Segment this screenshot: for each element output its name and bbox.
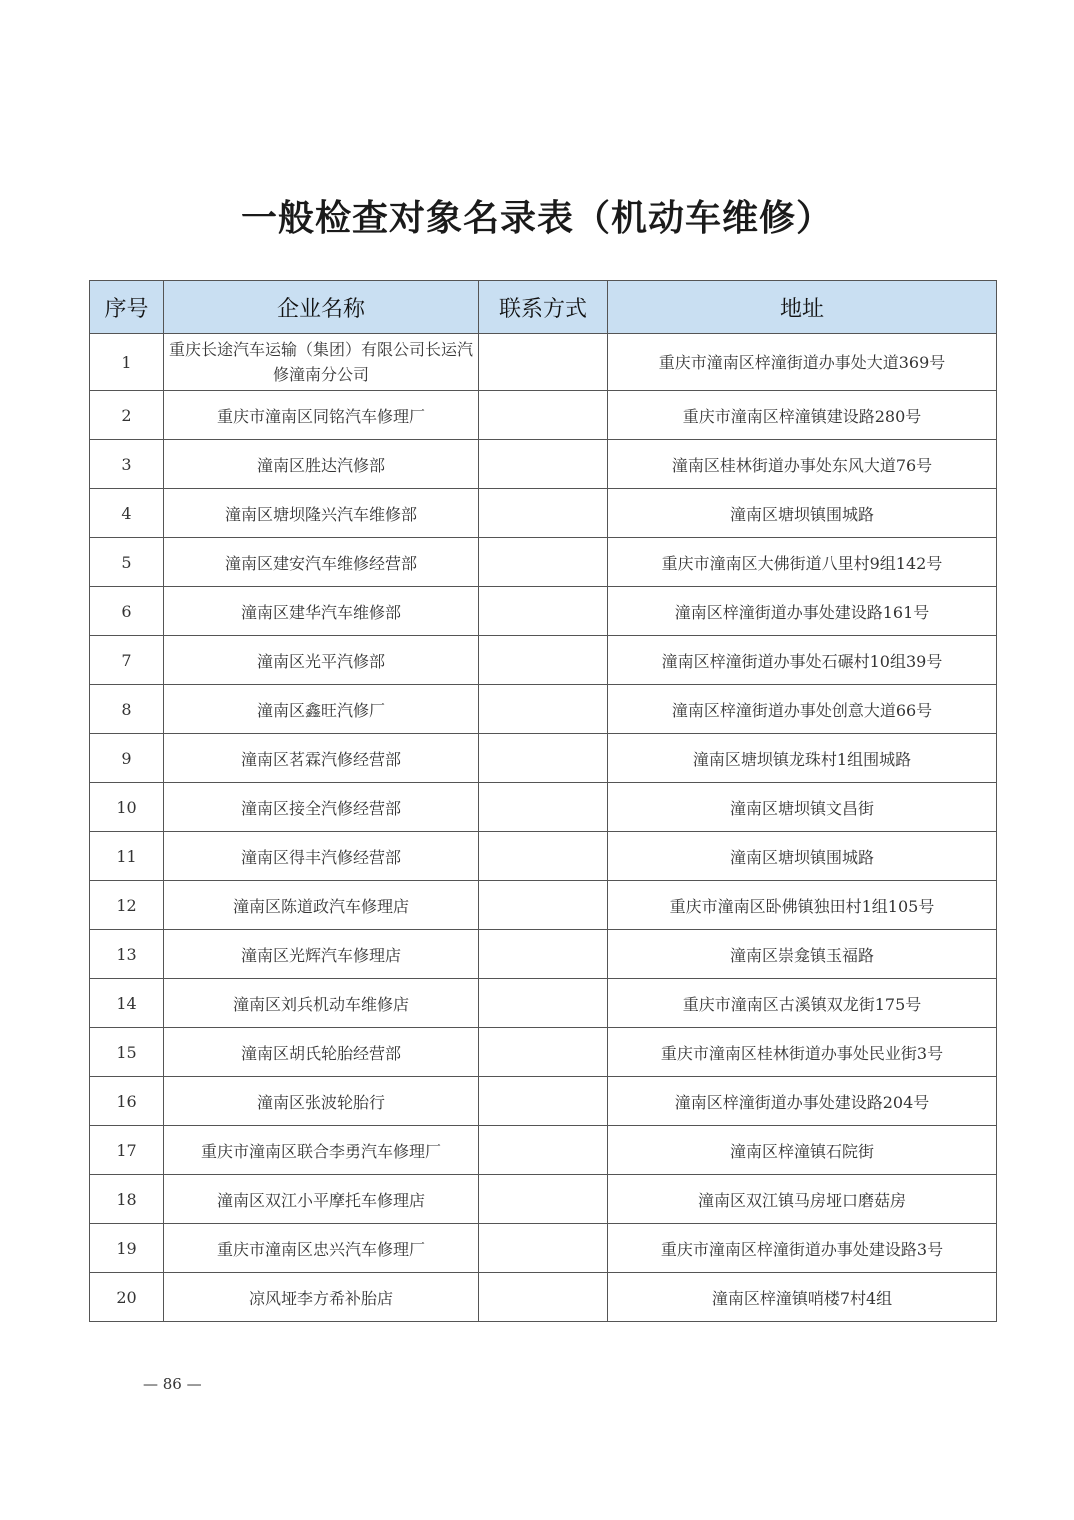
address-cell: 重庆市潼南区梓潼街道办事处大道369号 [608,334,997,391]
table-row [90,783,997,832]
serial-cell: 1 [90,334,164,391]
contact-cell [479,1273,608,1322]
contact-cell [479,832,608,881]
serial-cell: 10 [90,783,164,832]
contact-cell [479,783,608,832]
serial-cell: 3 [90,440,164,489]
company-name-cell: 潼南区建华汽车维修部 [164,587,479,636]
serial-cell: 12 [90,881,164,930]
contact-cell [479,1224,608,1273]
address-cell: 重庆市潼南区卧佛镇独田村1组105号 [608,881,997,930]
address-cell: 潼南区塘坝镇围城路 [608,489,997,538]
company-name-cell: 潼南区茗霖汽修经营部 [164,734,479,783]
serial-cell: 15 [90,1028,164,1077]
page-number: — 86 — [143,1375,202,1393]
company-name-cell: 潼南区光平汽修部 [164,636,479,685]
serial-cell: 19 [90,1224,164,1273]
contact-cell [479,1028,608,1077]
table-row [90,489,997,538]
table-body [90,334,997,1322]
company-name-cell: 潼南区张波轮胎行 [164,1077,479,1126]
table-row [90,832,997,881]
table-row [90,538,997,587]
address-cell: 潼南区梓潼街道办事处创意大道66号 [608,685,997,734]
column-header-address: 地址 [608,281,997,334]
table-row [90,1077,997,1126]
address-cell: 潼南区双江镇马房垭口磨菇房 [608,1175,997,1224]
address-cell: 潼南区梓潼镇石院街 [608,1126,997,1175]
table-row [90,1028,997,1077]
serial-cell: 14 [90,979,164,1028]
table-header-row [90,281,997,334]
company-name-cell: 重庆市潼南区同铭汽车修理厂 [164,391,479,440]
address-cell: 潼南区梓潼街道办事处石碾村10组39号 [608,636,997,685]
company-name-cell: 重庆市潼南区忠兴汽车修理厂 [164,1224,479,1273]
table-row [90,1126,997,1175]
contact-cell [479,391,608,440]
inspection-roster-table [89,280,997,1322]
table-row [90,734,997,783]
contact-cell [479,930,608,979]
company-name-cell: 潼南区得丰汽修经营部 [164,832,479,881]
contact-cell [479,334,608,391]
serial-cell: 13 [90,930,164,979]
contact-cell [479,440,608,489]
contact-cell [479,636,608,685]
company-name-cell: 潼南区双江小平摩托车修理店 [164,1175,479,1224]
table-row [90,979,997,1028]
address-cell: 重庆市潼南区大佛街道八里村9组142号 [608,538,997,587]
contact-cell [479,979,608,1028]
company-name-cell: 潼南区接全汽修经营部 [164,783,479,832]
table-row [90,1273,997,1322]
serial-cell: 17 [90,1126,164,1175]
table-row [90,636,997,685]
contact-cell [479,1126,608,1175]
table-row [90,881,997,930]
company-name-cell: 潼南区鑫旺汽修厂 [164,685,479,734]
address-cell: 潼南区梓潼街道办事处建设路204号 [608,1077,997,1126]
serial-cell: 16 [90,1077,164,1126]
page-title: 一般检查对象名录表（机动车维修） [240,198,833,239]
column-header-company-name: 企业名称 [164,281,479,334]
serial-cell: 7 [90,636,164,685]
address-cell: 潼南区塘坝镇龙珠村1组围城路 [608,734,997,783]
contact-cell [479,1077,608,1126]
company-name-cell: 重庆长途汽车运输（集团）有限公司长运汽修潼南分公司 [164,334,479,391]
contact-cell [479,587,608,636]
table-row [90,334,997,391]
company-name-cell: 凉风垭李方希补胎店 [164,1273,479,1322]
column-header-serial: 序号 [90,281,164,334]
company-name-cell: 潼南区胜达汽修部 [164,440,479,489]
table-row [90,1224,997,1273]
address-cell: 潼南区塘坝镇文昌街 [608,783,997,832]
serial-cell: 8 [90,685,164,734]
contact-cell [479,1175,608,1224]
address-cell: 潼南区梓潼镇哨楼7村4组 [608,1273,997,1322]
address-cell: 重庆市潼南区梓潼镇建设路280号 [608,391,997,440]
table-row [90,685,997,734]
table-row [90,587,997,636]
contact-cell [479,881,608,930]
address-cell: 潼南区梓潼街道办事处建设路161号 [608,587,997,636]
address-cell: 潼南区桂林街道办事处东风大道76号 [608,440,997,489]
table-row [90,440,997,489]
contact-cell [479,685,608,734]
serial-cell: 6 [90,587,164,636]
address-cell: 潼南区塘坝镇围城路 [608,832,997,881]
serial-cell: 20 [90,1273,164,1322]
table-row [90,1175,997,1224]
contact-cell [479,489,608,538]
company-name-cell: 潼南区光辉汽车修理店 [164,930,479,979]
contact-cell [479,538,608,587]
company-name-cell: 潼南区陈道政汽车修理店 [164,881,479,930]
address-cell: 重庆市潼南区古溪镇双龙街175号 [608,979,997,1028]
company-name-cell: 潼南区塘坝隆兴汽车维修部 [164,489,479,538]
company-name-cell: 潼南区胡氏轮胎经营部 [164,1028,479,1077]
table-row [90,391,997,440]
serial-cell: 11 [90,832,164,881]
address-cell: 重庆市潼南区桂林街道办事处民业街3号 [608,1028,997,1077]
company-name-cell: 重庆市潼南区联合李勇汽车修理厂 [164,1126,479,1175]
serial-cell: 5 [90,538,164,587]
company-name-cell: 潼南区建安汽车维修经营部 [164,538,479,587]
contact-cell [479,734,608,783]
company-name-cell: 潼南区刘兵机动车维修店 [164,979,479,1028]
column-header-contact: 联系方式 [479,281,608,334]
serial-cell: 2 [90,391,164,440]
table-row [90,930,997,979]
serial-cell: 18 [90,1175,164,1224]
address-cell: 潼南区崇龛镇玉福路 [608,930,997,979]
serial-cell: 9 [90,734,164,783]
serial-cell: 4 [90,489,164,538]
address-cell: 重庆市潼南区梓潼街道办事处建设路3号 [608,1224,997,1273]
